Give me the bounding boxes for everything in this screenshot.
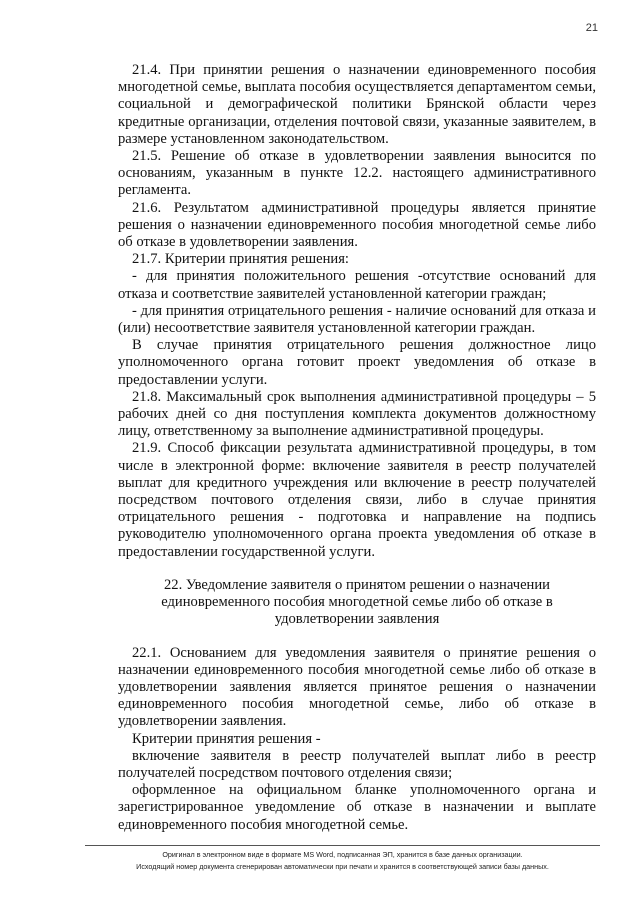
paragraph-criteria-registry: включение заявителя в реестр получателей выплат либо в реестр получателей посредством почтового отделения связи; [118,747,596,781]
section-heading: 22. Уведомление заявителя о принятом решении о назначении единовременного пособия многодетной семье либо об отказе в удовлетворении заявления [161,576,553,628]
paragraph-22-1: 22.1. Основанием для уведомления заявителя о принятие решения о назначении единовременного пособия многодетной семье либо об отказе в удовлетворении заявления является принятое решения о назначении единовременного пособия многодетной семье, либо об отказе в удовлетворении заявления. [118,644,596,730]
paragraph-21-8: 21.8. Максимальный срок выполнения административной процедуры – 5 рабочих дней со дня поступления комплекта документов должностному лицу, ответственному за выполнение административной процедуры. [118,388,596,440]
page-number: 21 [585,22,598,34]
paragraph-21-9: 21.9. Способ фиксации результата административной процедуры, в том числе в электронной форме: включение заявителя в реестр получателей выплат для кредитного учреждения или включение в реестр получателей посредством почтового отделения связи, либо в случае принятия отрицательного решения - подготовка и направление на подпись руководителю уполномоченного органа проекта уведомления об отказе в предоставлении государственной услуги. [118,440,596,560]
footer-line-original: Оригинал в электронном виде в формате MS Word, подписанная ЭП, хранится в базе данных организации. [162,850,523,859]
footer [85,849,600,873]
paragraph-refusal-notice: В случае принятия отрицательного решения должностное лицо уполномоченного органа готовит проект уведомления об отказе в предоставлении услуги. [118,337,596,388]
paragraph-21-5: 21.5. Решение об отказе в удовлетворении заявления выносится по основаниям, указанным в пункте 12.2. настоящего административного регламента. [118,148,596,199]
footer-line-number: Исходящий номер документа сгенерирован автоматически при печати и хранится в соответствующей записи базы данных. [136,862,549,871]
paragraph-21-6: 21.6. Результатом административной процедуры является принятие решения о назначении единовременного пособия многодетной семье либо об отказе в удовлетворении заявления. [118,199,596,251]
paragraph-criteria-title: Критерии принятия решения - [132,730,321,747]
criteria-negative: - для принятия отрицательного решения - наличие оснований для отказа и (или) несоответствие заявителя установленной категории граждан. [118,302,596,337]
paragraph-21-7: 21.7. Критерии принятия решения: [132,251,349,268]
footer-divider [85,845,600,846]
document-body [118,62,596,834]
paragraph-21-4: 21.4. При принятии решения о назначении единовременного пособия многодетной семье, выплата пособия осуществляется департаментом семьи, социальной и демографической политики Брянской области через кредитные организации, отделения почтовой связи, указанные заявителем, в размере установленном законодательством. [118,62,596,147]
criteria-positive: - для принятия положительного решения -отсутствие оснований для отказа и соответствие заявителей установленной категории граждан; [118,268,596,302]
paragraph-criteria-notice: оформленное на официальном бланке уполномоченного органа и зарегистрированное уведомление об отказе в назначении и выплате единовременного пособия многодетной семье. [118,782,596,833]
